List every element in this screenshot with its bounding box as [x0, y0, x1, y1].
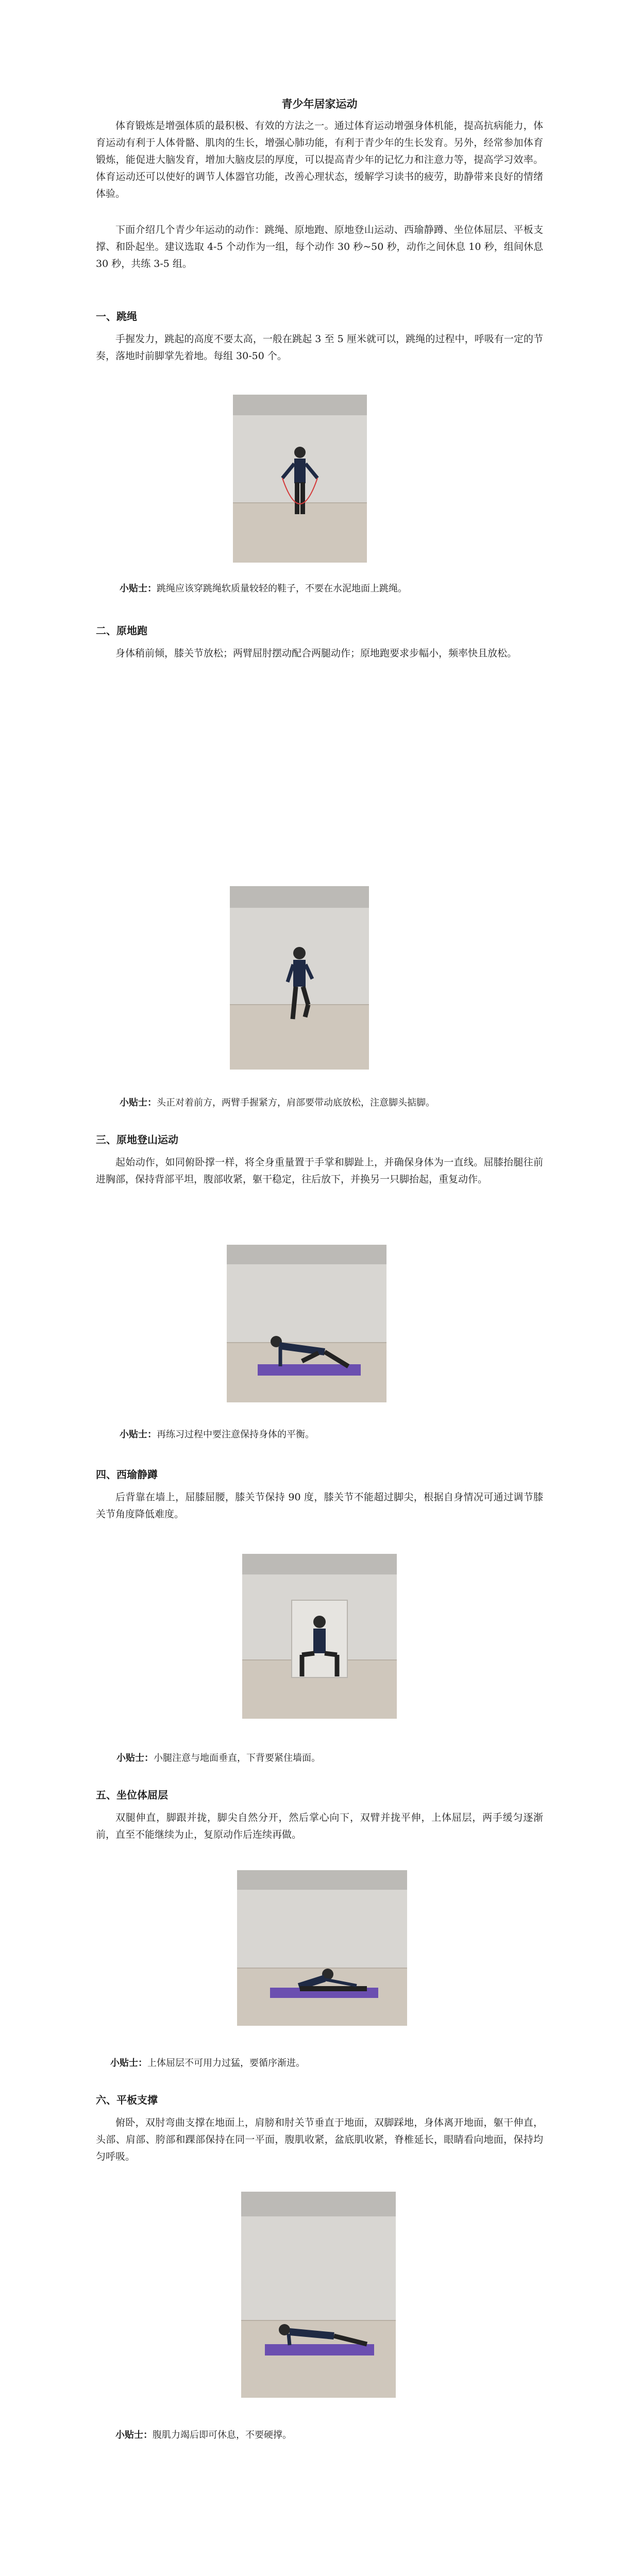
tip-label: 小贴士： [120, 1097, 157, 1108]
plank-photo [241, 2192, 396, 2398]
tip-text [120, 1095, 542, 1111]
mountain-climber-photo [227, 1245, 386, 1402]
section-body: 手握发力，跳起的高度不要太高，一般在跳起 3 至 5 厘米就可以，跳绳的过程中，呼吸有一定的节奏，落地时前脚掌先着地。每组 30-50 个。 [96, 333, 543, 362]
section-heading: 二、原地跑 [96, 624, 147, 637]
tip-text [120, 581, 532, 597]
section-heading: 五、坐位体屈层 [96, 1789, 168, 1801]
tip-label: 小贴士： [110, 2058, 147, 2069]
section-body: 后背靠在墙上，屈膝屈腰，膝关节保持 90 度，膝关节不能超过脚尖，根据自身情况可通过调节膝关节角度降低难度。 [96, 1492, 543, 1520]
section-body: 起始动作，如同俯卧撑一样，将全身重量置于手掌和脚趾上，并确保身体为一直线。屈膝抬腿往前进胸部，保持背部平坦，腹部收紧，躯干稳定，往后放下，并换另一只脚抬起，重复动作。 [96, 1157, 543, 1185]
tip-text [116, 1751, 539, 1766]
section-body: 俯卧，双肘弯曲支撑在地面上，肩膀和肘关节垂直于地面，双脚踩地，身体离开地面，躯干伸直，头部、肩部、胯部和踝部保持在同一平面，腹肌收紧，盆底肌收紧，脊椎延长，眼睛看向地面，保持均匀呼吸。 [96, 2117, 543, 2162]
tip-label: 小贴士： [115, 2430, 153, 2441]
section-heading: 一、跳绳 [96, 310, 137, 323]
section-heading: 四、西瑜静蹲 [96, 1468, 158, 1481]
page-title: 青少年居家运动 [281, 98, 358, 110]
tip-content: 上体屈层不可用力过猛，要循序渐进。 [147, 2058, 305, 2069]
wall-sit-photo [242, 1554, 397, 1719]
intro-paragraph: 体育锻炼是增强体质的最积极、有效的方法之一。通过体育运动增强身体机能，提高抗病能力，体育运动有利于人体骨骼、肌肉的生长，增强心肺功能，有利于青少年的生长发育。另外，经常参加体育锻炼，能促进大脑发育，增加大脑皮层的厚度，可以提高青少年的记忆力和注意力等，提高学习效率。体育运动还可以使好的调节人体器官功能，改善心理状态，缓解学习读书的疲劳，助静带来良好的情绪体验。 [96, 120, 543, 199]
jump-rope-photo [233, 395, 367, 563]
tip-content: 再练习过程中要注意保持身体的平衡。 [157, 1429, 314, 1440]
tip-text [120, 1427, 532, 1443]
tip-content: 头正对着前方，两臂手握紧方，肩部要带动底放松，注意脚头掂脚。 [157, 1097, 435, 1108]
tip-text [115, 2428, 538, 2443]
running-in-place-photo [230, 886, 369, 1070]
sit-and-reach-photo [237, 1870, 407, 2026]
tip-content: 跳绳应该穿跳绳软质量较轻的鞋子，不要在水泥地面上跳绳。 [157, 583, 407, 594]
tip-text [110, 2056, 533, 2071]
section-heading: 六、平板支撑 [96, 2094, 158, 2106]
section-heading: 三、原地登山运动 [96, 1133, 178, 1146]
tip-content: 小腿注意与地面垂直，下背要紧住墙面。 [154, 1753, 321, 1764]
section-body: 双腿伸直，脚跟并拢，脚尖自然分开，然后掌心向下，双臂并拢平伸，上体屈层，两手缓匀逐渐前，直至不能继续为止，复原动作后连续再做。 [96, 1812, 543, 1840]
tip-content: 腹肌力竭后即可休息，不要硬撑。 [153, 2430, 292, 2441]
tip-label: 小贴士： [116, 1753, 154, 1764]
intro-paragraph: 下面介绍几个青少年运动的动作：跳绳、原地跑、原地登山运动、西瑜静蹲、坐位体屈层、平板支撑、和卧起坐。建议选取 4-5 个动作为一组，每个动作 30 秒~50 秒，动作之间休息 10 秒，组间休息 30 秒，共练 3-5 组。 [96, 224, 543, 269]
section-body: 身体稍前倾，膝关节放松；两臂屈肘摆动配合两腿动作；原地跑要求步幅小，频率快且放松。 [115, 648, 517, 659]
tip-label: 小贴士： [120, 583, 157, 594]
tip-label: 小贴士： [120, 1429, 157, 1440]
